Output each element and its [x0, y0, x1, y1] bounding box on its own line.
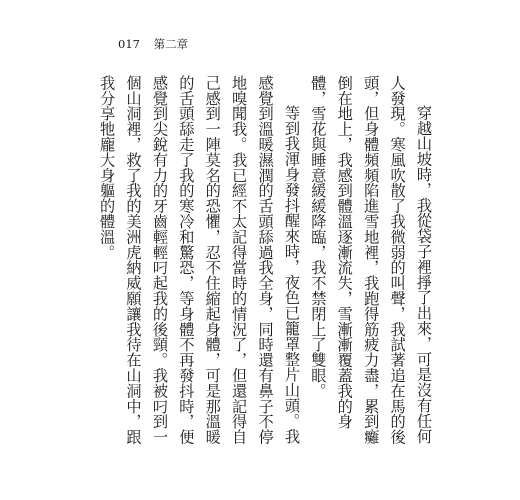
- paragraph-2: 等到我渾身發抖醒來時，夜色已籠罩整片山頭。我感覺到溫暖濕潤的舌頭舔過我全身，同時還有鼻子不停地嗅聞我。我已經不太記得當時的情況了，但還記得自己感到一陣莫名的恐懼，忍不住縮起身體，可是那溫暖的舌頭舔走了我的寒冷和驚恐，等身體不再發抖時，便感覺到尖銳有力的牙齒輕輕叼起我的後頸。我被叼到一個山洞裡，救了我的美洲虎納威願讓我待在山洞中，跟我分享牠龐大身軀的體溫。: [98, 75, 301, 445]
- page-number: 017: [118, 37, 140, 51]
- body-text: [98, 75, 437, 455]
- paragraph-1: 穿越山坡時，我從袋子裡掙了出來，可是沒有任何人發現。寒風吹散了我微弱的叫聲，我試著追在馬的後頭，但身體頻頻陷進雪地裡，我跑得筋疲力盡，累到癱倒在地上，我感到體溫逐漸流失，雪漸漸覆蓋我的身體，雪花與睡意緩緩降臨，我不禁閉上了雙眼。: [309, 75, 433, 445]
- chapter-title: 第二章: [153, 37, 189, 51]
- page-header: [118, 37, 188, 51]
